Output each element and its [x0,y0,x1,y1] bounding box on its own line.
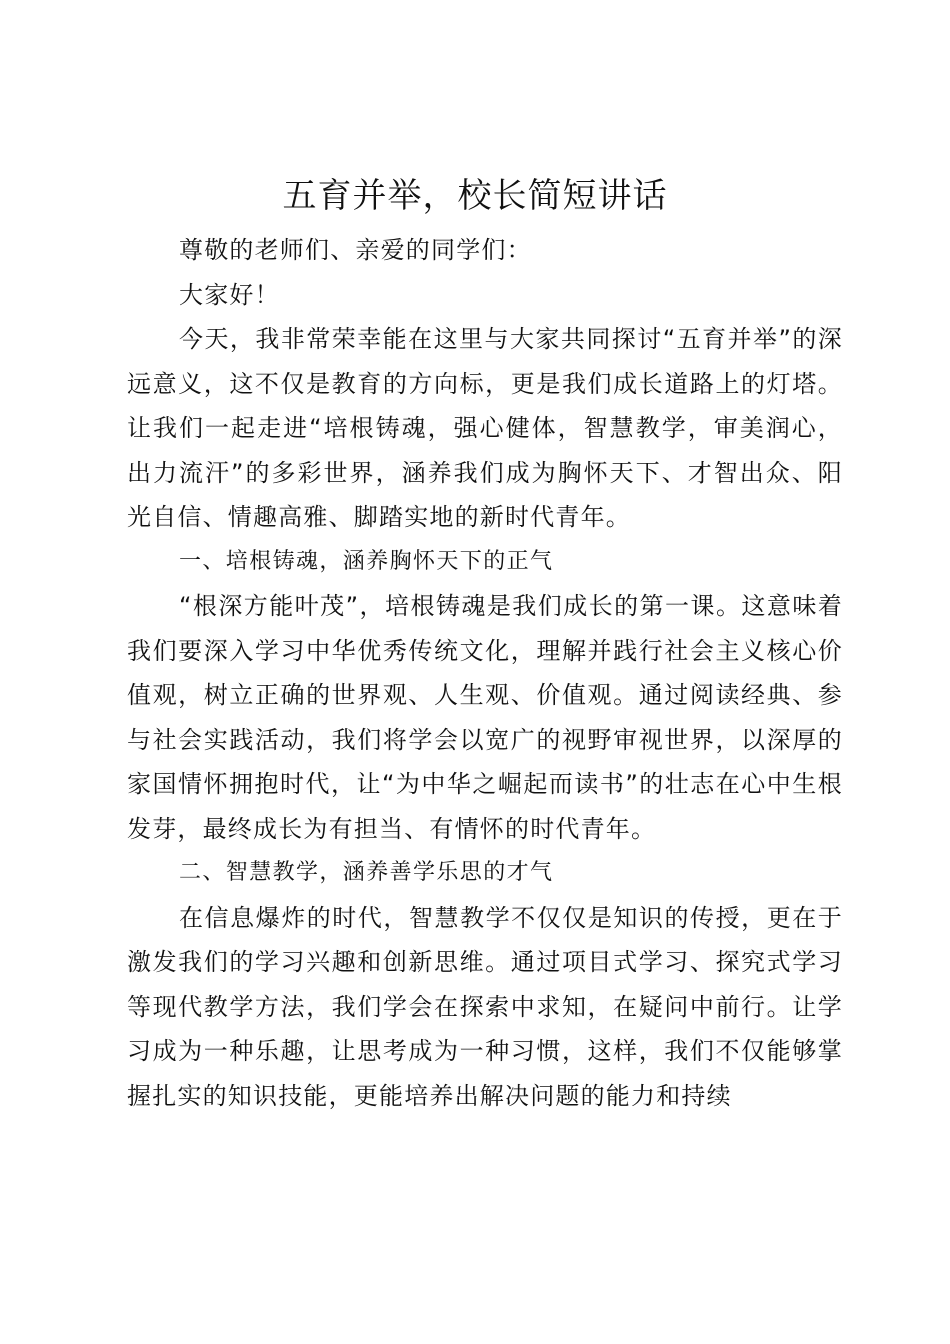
section-heading-2: 二、智慧教学，涵养善学乐思的才气 [179,860,554,885]
document-body [127,228,843,1118]
greeting: 大家好！ [179,280,280,309]
section-heading-1: 一、培根铸魂，涵养胸怀天下的正气 [179,548,554,574]
section-1-paragraph: “根深方能叶茂”，培根铸魂是我们成长的第一课。这意味着我们要深入学习中华优秀传统文化，理解并践行社会主义核心价值观，树立正确的世界观、人生观、价值观。通过阅读经典、参与社会实践活动，我们将学会以宽广的视野审视世界，以深厚的家国情怀拥抱时代，让“为中华之崛起而读书”的壮志在心中生根发芽，最终成长为有担当、有情怀的时代青年。 [127,592,843,843]
salutation: 尊敬的老师们、亲爱的同学们： [179,236,532,264]
intro-paragraph: 今天，我非常荣幸能在这里与大家共同探讨“五育并举”的深远意义，这不仅是教育的方向标，更是我们成长道路上的灯塔。让我们一起走进“培根铸魂，强心健体，智慧教学，审美润心，出力流汗”的多彩世界，涵养我们成为胸怀天下、才智出众、阳光自信、情趣高雅、脚踏实地的新时代青年。 [127,325,843,531]
section-2-paragraph: 在信息爆炸的时代，智慧教学不仅仅是知识的传授，更在于激发我们的学习兴趣和创新思维。通过项目式学习、探究式学习等现代教学方法，我们学会在探索中求知，在疑问中前行。让学习成为一种乐趣，让思考成为一种习惯，这样，我们不仅能够掌握扎实的知识技能，更能培养出解决问题的能力和持续 [127,903,843,1110]
document-title: 五育并举，校长简短讲话 [282,176,668,216]
